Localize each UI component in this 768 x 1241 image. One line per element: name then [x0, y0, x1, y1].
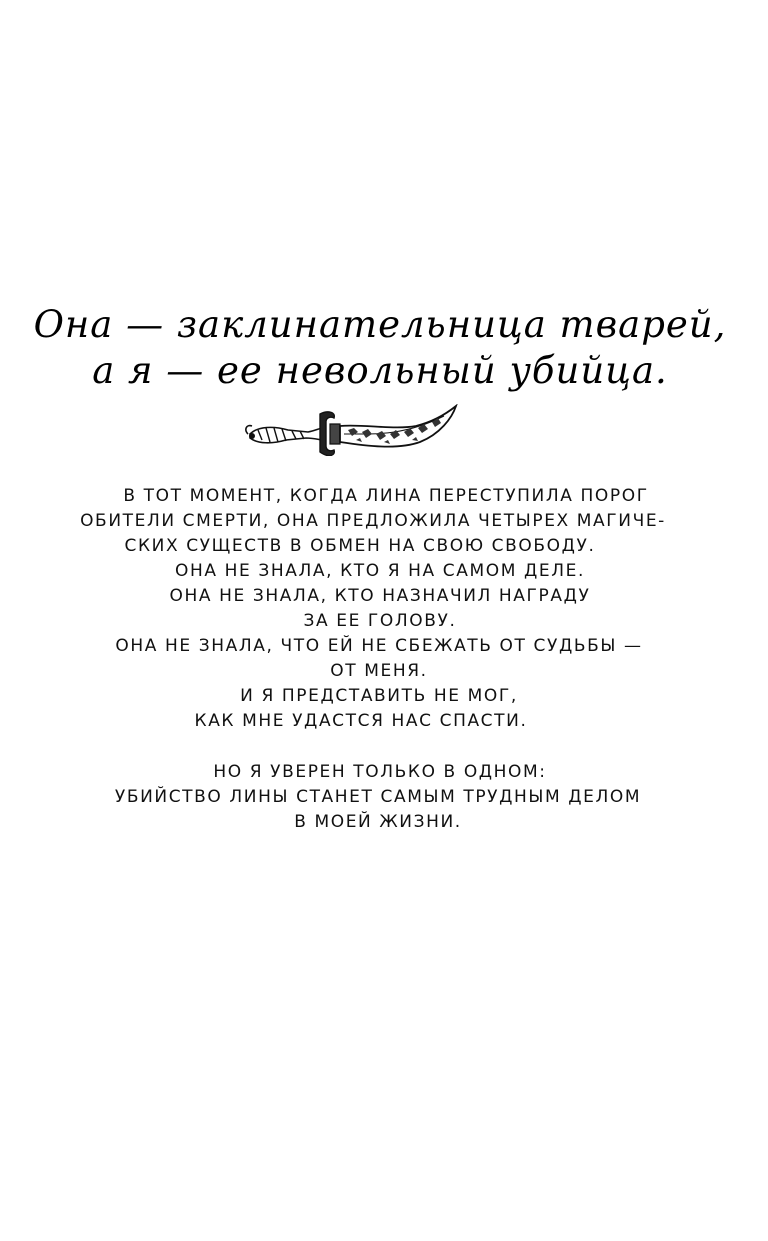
- epigraph-line-1: Она — заклинательница тварей,: [33, 303, 727, 346]
- blurb-line: ОНА НЕ ЗНАЛА, КТО НАЗНАЧИЛ НАГРАДУ: [169, 586, 591, 606]
- blurb-line: ОБИТЕЛИ СМЕРТИ, ОНА ПРЕДЛОЖИЛА ЧЕТЫРЕХ МАГИЧЕ-: [80, 511, 666, 531]
- blurb-line: ЗА ЕЕ ГОЛОВУ.: [303, 611, 457, 631]
- dagger-icon: [244, 404, 458, 456]
- epigraph-line-2: а я — ее невольный убийца.: [92, 349, 668, 392]
- blurb-line: В ТОТ МОМЕНТ, КОГДА ЛИНА ПЕРЕСТУПИЛА ПОРОГ: [123, 486, 649, 506]
- blurb-line: В МОЕЙ ЖИЗНИ.: [294, 812, 462, 832]
- blurb-line: УБИЙСТВО ЛИНЫ СТАНЕТ САМЫМ ТРУДНЫМ ДЕЛОМ: [114, 787, 642, 807]
- blurb-line: ОНА НЕ ЗНАЛА, КТО Я НА САМОМ ДЕЛЕ.: [175, 561, 585, 581]
- blurb-line: КАК МНЕ УДАСТСЯ НАС СПАСТИ.: [194, 711, 528, 731]
- blurb-line: ОТ МЕНЯ.: [330, 661, 428, 681]
- blurb-line: И Я ПРЕДСТАВИТЬ НЕ МОГ,: [240, 686, 518, 706]
- blurb-line: НО Я УВЕРЕН ТОЛЬКО В ОДНОМ:: [213, 762, 547, 782]
- blurb-line: ОНА НЕ ЗНАЛА, ЧТО ЕЙ НЕ СБЕЖАТЬ ОТ СУДЬБЫ —: [115, 636, 643, 656]
- blurb-line: СКИХ СУЩЕСТВ В ОБМЕН НА СВОЮ СВОБОДУ.: [124, 536, 596, 556]
